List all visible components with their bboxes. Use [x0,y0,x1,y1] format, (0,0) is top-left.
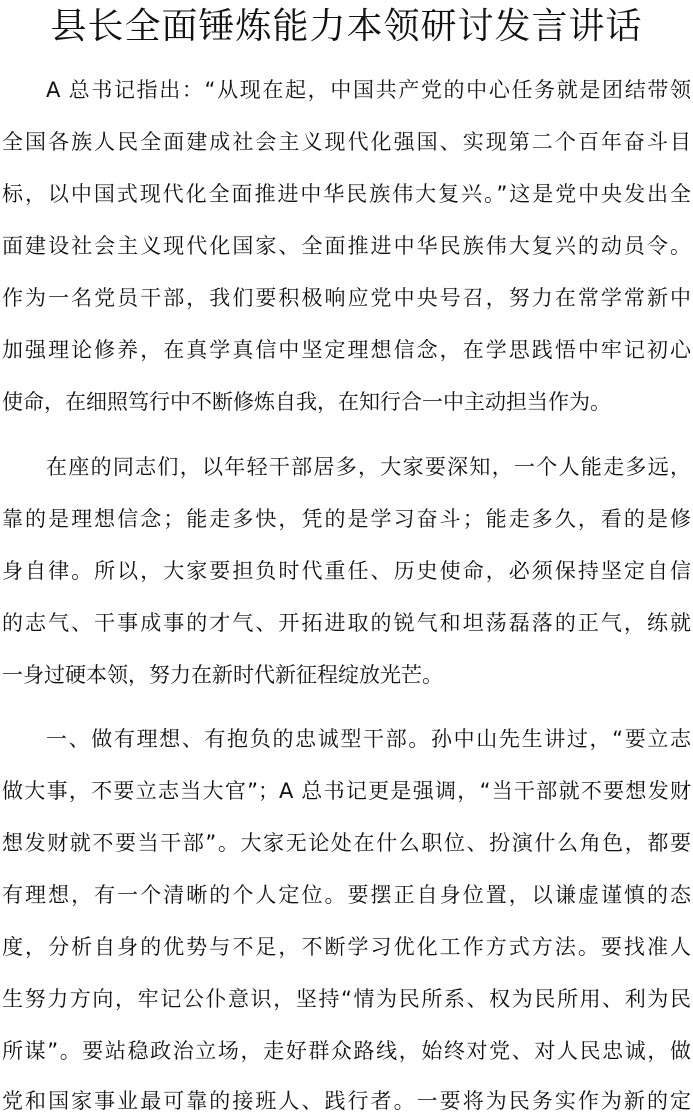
paragraph-1-line-6: 加强理论修养，在真学真信中坚定理想信念，在学思践悟中牢记初心 [2,338,691,362]
paragraph-3-line-5: 度，分析自身的优势与不足，不断学习优化工作方式方法。要找准人 [2,935,691,959]
paragraph-2-line-1: 在座的同志们，以年轻干部居多，大家要深知，一个人能走多远， [46,455,691,479]
paragraph-2-line-2: 靠的是理想信念；能走多快，凭的是学习奋斗；能走多久，看的是修 [2,507,691,531]
paragraph-3-line-1: 一、做有理想、有抱负的忠诚型干部。孙中山先生讲过，“要立志 [46,727,691,751]
paragraph-3-line-3: 想发财就不要当干部”。大家无论处在什么职位、扮演什么角色，都要 [2,831,691,855]
paragraph-3-line-2: 做大事，不要立志当大官”；A 总书记更是强调，“当干部就不要想发财 [2,779,691,803]
document-title: 县长全面锤炼能力本领研讨发言讲话 [50,6,643,47]
paragraph-1-line-4: 面建设社会主义现代化国家、全面推进中华民族伟大复兴的动员令。 [2,234,691,258]
paragraph-1-line-3: 标，以中国式现代化全面推进中华民族伟大复兴。”这是党中央发出全 [2,182,691,206]
paragraph-2-line-3: 身自律。所以，大家要担负时代重任、历史使命，必须保持坚定自信 [2,559,691,583]
paragraph-1-line-7: 使命，在细照笃行中不断修炼自我，在知行合一中主动担当作为。 [2,390,611,414]
paragraph-3-line-6: 生努力方向，牢记公仆意识，坚持“情为民所系、权为民所用、利为民 [2,987,691,1011]
paragraph-1-line-2: 全国各族人民全面建成社会主义现代化强国、实现第二个百年奋斗目 [2,130,691,154]
paragraph-1-line-5: 作为一名党员干部，我们要积极响应党中央号召，努力在常学常新中 [2,286,691,310]
paragraph-3-line-7: 所谋”。要站稳政治立场，走好群众路线，始终对党、对人民忠诚，做 [2,1039,691,1063]
paragraph-1-line-1: A 总书记指出：“从现在起，中国共产党的中心任务就是团结带领 [46,78,691,102]
paragraph-3-line-4: 有理想，有一个清晰的个人定位。要摆正自身位置，以谦虚谨慎的态 [2,883,691,907]
paragraph-2-line-5: 一身过硬本领，努力在新时代新征程绽放光芒。 [2,663,443,687]
paragraph-2-line-4: 的志气、干事成事的才气、开拓进取的锐气和坦荡磊落的正气，练就 [2,611,691,635]
paragraph-3-line-8-partial: 党和国家事业最可靠的接班人、践行者。一要将为民务实作为新的定 [2,1089,691,1113]
